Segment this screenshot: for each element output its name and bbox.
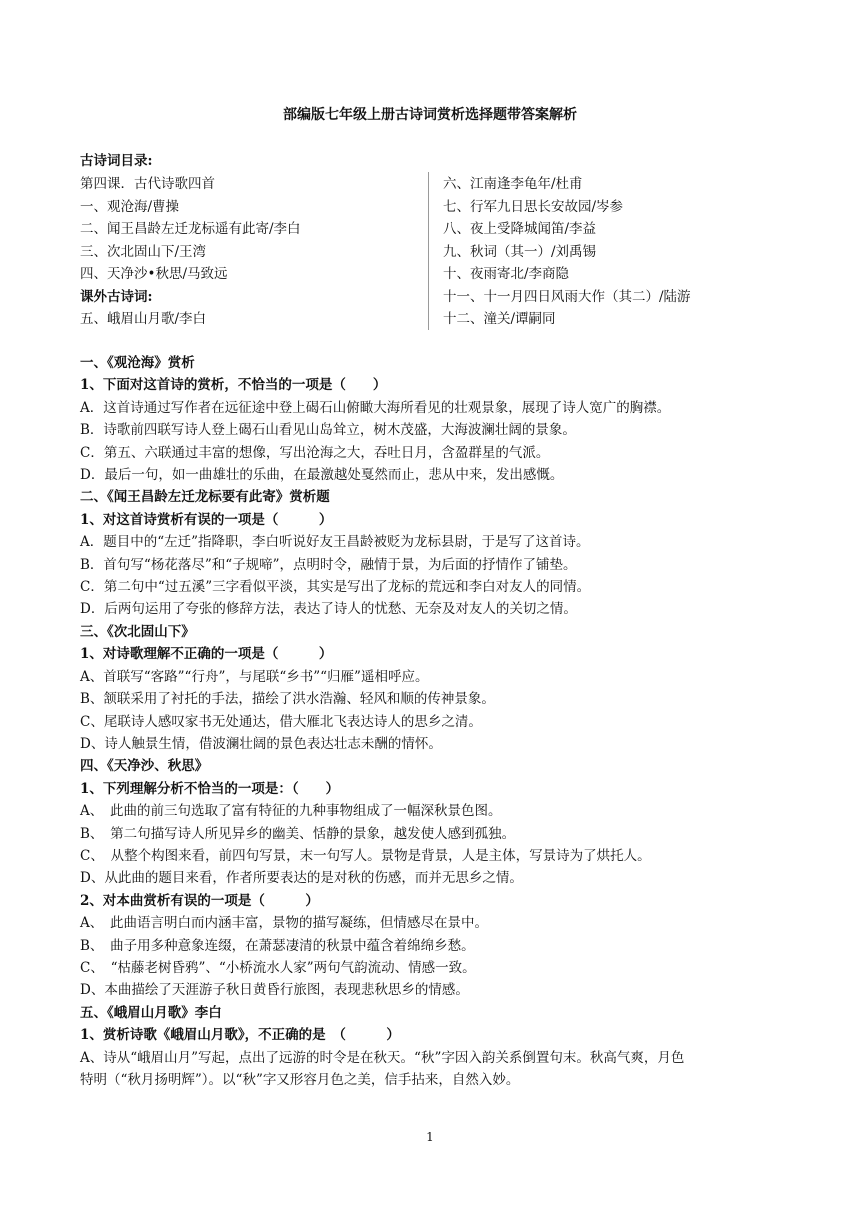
option-text: A、 此曲语言明白而内涵丰富，景物的描写凝练，但情感尽在景中。: [80, 915, 488, 932]
section-heading: 四、《天净沙、秋思》: [80, 758, 209, 775]
toc-left-item: 四、天净沙•秋思/马致远: [80, 266, 228, 282]
option-text: D．最后一句，如一曲雄壮的乐曲，在最激越处戛然而止，悲从中来，发出感慨。: [80, 467, 564, 484]
section-heading: 2、对本曲赏析有误的一项是（ ）: [80, 892, 319, 909]
option-text: C、 从整个构图来看，前四句写景，末一句写人。景物是背景，人是主体，写景诗为了烘托人。: [80, 847, 651, 864]
option-text: D、本曲描绘了天涯游子秋日黄昏行旅图，表现悲秋思乡的情感。: [80, 982, 469, 999]
toc-column-divider: [428, 172, 429, 330]
toc-left-item: 三、次北固山下/王湾: [80, 244, 207, 260]
section-heading: 三、《次北固山下》: [80, 623, 195, 640]
toc-extra-item: 五、峨眉山月歌/李白: [80, 311, 207, 327]
option-text: C．第五、六联通过丰富的想像，写出沧海之大，吞吐日月，含盈群星的气派。: [80, 444, 550, 461]
analysis-content: [80, 352, 790, 1091]
document-title: 部编版七年级上册古诗词赏析选择题带答案解析: [283, 107, 577, 123]
option-text: C．第二句中“过五溪”三字看似平淡，其实是写出了龙标的荒远和李白对友人的同情。: [80, 579, 591, 596]
option-text: C、尾联诗人感叹家书无处通达，借大雁北飞表达诗人的思乡之清。: [80, 713, 482, 730]
option-text: C、 “枯藤老树昏鸦”、“小桥流水人家”两句气韵流动、情感一致。: [80, 959, 476, 976]
option-text: D、诗人触景生情，借波澜壮阔的景色表达壮志未酬的情怀。: [80, 735, 442, 752]
option-text: B．诗歌前四联写诗人登上碣石山看见山岛耸立，树木茂盛，大海波澜壮阔的景象。: [80, 422, 576, 439]
section-heading: 1、赏析诗歌《峨眉山月歌》，不正确的是 （ ）: [80, 1027, 400, 1044]
section-heading: 一、《观沧海》赏析: [80, 355, 195, 371]
option-text: A、 此曲的前三句选取了富有特征的九种事物组成了一幅深秋景色图。: [80, 803, 502, 820]
toc-left-item: 二、闻王昌龄左迁龙标遥有此寄/李白: [80, 221, 301, 237]
section-heading: 五、《峨眉山月歌》李白: [80, 1004, 222, 1021]
toc-left-item: 第四课．古代诗歌四首: [80, 176, 215, 192]
toc-right-item: 八、夜上受降城闻笛/李益: [443, 221, 597, 237]
section-heading: 1、对诗歌理解不正确的一项是（ ）: [80, 646, 333, 663]
option-text: A、首联写“客路”“行舟”，与尾联“乡书”“归雁”遥相呼应。: [80, 668, 429, 685]
toc-left-item: 一、观沧海/曹操: [80, 199, 180, 215]
section-heading: 1、下面对这首诗的赏析，不恰当的一项是（ ）: [80, 377, 387, 394]
toc-right-item: 十一、十一月四日风雨大作（其二）/陆游: [443, 289, 691, 305]
option-text: D．后两句运用了夸张的修辞方法，表达了诗人的忧愁、无奈及对友人的关切之情。: [80, 601, 577, 618]
option-text: B、 第二句描写诗人所见异乡的幽美、恬静的景象，越发使人感到孤独。: [80, 825, 516, 842]
option-text: D、从此曲的题目来看，作者所要表达的是对秋的伤感，而并无思乡之情。: [80, 870, 523, 887]
toc-right-item: 十二、潼关/谭嗣同: [443, 311, 556, 327]
toc-right-item: 七、行军九日思长安故园/岑参: [443, 199, 624, 215]
page-number: 1: [426, 1130, 434, 1144]
option-text: 特明（“秋月扬明辉”）。以“秋”字又形容月色之美，信手拈来，自然入妙。: [80, 1072, 520, 1088]
toc-heading: 古诗词目录:: [80, 153, 153, 169]
section-heading: 1、下列理解分析不恰当的一项是：（ ）: [80, 780, 340, 797]
option-text: B、 曲子用多种意象连缀，在萧瑟凄清的秋景中蕴含着绵绵乡愁。: [80, 937, 475, 954]
option-text: A．题目中的“左迁”指降职，李白听说好友王昌龄被贬为龙标县尉，于是写了这首诗。: [80, 534, 590, 551]
option-text: A、诗从“峨眉山月”写起，点出了远游的时令是在秋天。“秋”字因入韵关系倒置句末。秋高气爽，月色: [80, 1049, 685, 1066]
option-text: B、颔联采用了衬托的手法，描绘了洪水浩瀚、轻风和顺的传神景象。: [80, 691, 495, 708]
toc-right-item: 六、江南逢李龟年/杜甫: [443, 176, 583, 192]
toc-extra-heading: 课外古诗词:: [80, 289, 153, 305]
section-heading: 二、《闻王昌龄左迁龙标要有此寄》赏析题: [80, 489, 330, 506]
section-heading: 1、对这首诗赏析有误的一项是（ ）: [80, 511, 333, 528]
toc-right-item: 九、秋词（其一）/刘禹锡: [443, 244, 597, 260]
option-text: A．这首诗通过写作者在远征途中登上碣石山俯瞰大海所看见的壮观景象，展现了诗人宽广的胸襟。: [80, 399, 671, 416]
toc-right-item: 十、夜雨寄北/李商隐: [443, 266, 570, 282]
option-text: B．首句写“杨花落尽”和“子规啼”，点明时令，融情于景，为后面的抒情作了铺垫。: [80, 556, 577, 573]
